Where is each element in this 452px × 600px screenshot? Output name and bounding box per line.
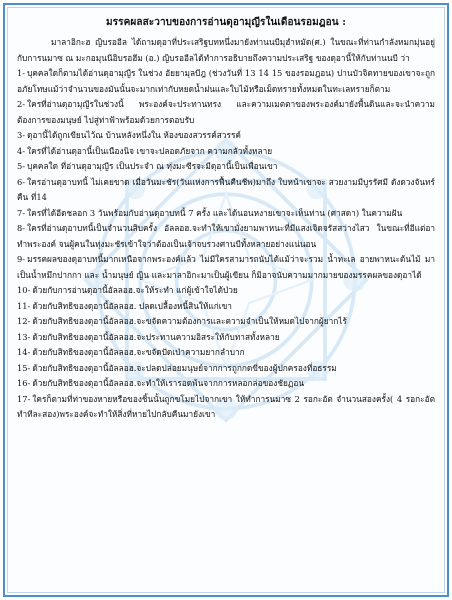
- list-item-text: ใครที่อ่านดุอามุญีรในช่วงนี้ พระองค์จะประทานทรง และความเมตตาของพระองค์มายังพื้นดินและจะนำความต้องการของมนุษย์ ไปสู่ท่าฟ้าพร้อมด้วยการตอบรับ: [17, 99, 435, 125]
- list-item-text: ด้วยกับสิทธิของดุอานี้อัลลอฮ.จะขจัดปัดเป่าความยากลำบาก: [32, 347, 245, 357]
- list-item-text: บุคคลใด ที่อ่านดุอามุญีร เป็นประจำ ณ ทุ่งมะซีรจะมีดุอานี้เป็นเพื่อนเขา: [27, 161, 278, 171]
- list-item: [17, 283, 435, 299]
- list-item: [17, 128, 435, 144]
- list-item-number: 12-: [17, 316, 31, 326]
- list-item-number: 10-: [17, 285, 31, 295]
- list-item: [17, 66, 435, 97]
- list-item-number: 9-: [17, 254, 26, 264]
- list-item-text: ดุอานี้ได้ถูกเขียนไว้ณ บ้านหลังหนึ่งใน ห้องของสวรรค์สวรรค์: [27, 130, 241, 140]
- list-item: [17, 392, 435, 423]
- list-item: [17, 97, 435, 128]
- list-item-text: ด้วยกับสิทธิของดุอานี้อัลลอฮ.จะปลดปล่อยมนุษย์จากการถูกกดขี่ของผู้ปกครองที่อธรรม: [32, 362, 337, 373]
- list-item: [17, 252, 435, 283]
- list-item: [17, 345, 435, 361]
- list-item: [17, 175, 435, 206]
- list-item-text: บุคคลใดก็ตามได้อ่านดุอามุญีร ในช่วง อัยยามุลบีฎ (ช่วงวันที่ 13 14 15 ของรอมฎอน) ปานบัวจิตทายของเขาจะถูกอภัยโทษแม้ว่าจำนวนของมันนั้นจะมากเท่ากับหยดน้ำฝนและใบไม้หรือเม็ดทรายทั้งหมดในทะเลทรายก็ตาม: [17, 68, 435, 94]
- list-item-number: 3-: [17, 130, 26, 140]
- list-item-text: มรรคผลของดุอาบทนี้มากเหนือจากพระองค์แล้ว ไม่มีใครสามารถนับได้แม้ว่าจะรวม น้ำทะเล อายพาหนะต้นไม้ มาเป็นน้ำหมึกปากกา และ น้ำมนุษย์ ญิน และมาลาอิกะมาเป็นผู้เขียน ก็มิอาจนับความมากมายของมรรคผลของดุอาได้: [17, 254, 435, 280]
- list-item-number: 6-: [17, 176, 26, 187]
- list-item-number: 17-: [17, 393, 31, 404]
- list-item-text: ด้วยกับสิทธิของดุอานี้อัลลอฮ. ปลดเปลื้องหนี้สินให้แก่เขา: [32, 300, 232, 311]
- list-item: [17, 314, 435, 330]
- list-item-number: 11-: [17, 300, 31, 311]
- document-frame: [3, 3, 449, 597]
- list-item: [17, 361, 435, 377]
- list-item: [17, 376, 435, 392]
- list-item-number: 14-: [17, 347, 31, 357]
- list-item-text: ด้วยกับการอ่านดุอานี้อัลลอฮ.จะให้ระทำ แก่ผู้เข้าใจได้ป่วย: [32, 285, 238, 295]
- list-item-number: 7-: [17, 207, 26, 218]
- list-item: [17, 299, 435, 315]
- list-item-text: ด้วยกับสิทธิของดุอานี้อัลลอฮ.จะทำให้เรารอดพ้นจากการหลอกล่อของชัยฏอน: [32, 378, 305, 388]
- list-item-text: ใครที่อ่านดุอาบทนี้เป็นจำนวนสิบครั้ง อัลลอฮ.จะทำให้เขามั่งยามพาหนะที่มีแสงเจิดจรัสสว่างไสว ในขณะที่อีแต่อาทำพระองค์ จนผู้คนในทุ่งมะชัรเข้าใจว่าต้องเป็นเจ้าจบรวงศานบีทั้งหลายอย่างแน่นอน: [17, 223, 435, 249]
- list-item: [17, 159, 435, 175]
- list-item-text: ใครก็ตามที่ท่าของหายหรือของชิ้นนั้นถูกขโมยไปจากเขา ให้ทำการนมาซ 2 รอกะอัต จำนวนสองครั้ง( 4 รอกะอัต ทำทีละสอง)พระองค์จะทำให้สิ่งที่หายไปกลับคืนมายังเขา: [17, 393, 435, 419]
- document-content: [5, 5, 447, 429]
- list-item: [17, 206, 435, 222]
- list-item-text: ใครอ่านดุอาบทนี้ ไม่เคยขาด เมื่อวันมะชัร(วันแห่งการฟื้นคืนชีพ)มาถึง ใบหน้าเขาจะ สวยงามมีบูรรัศมี ดังดวงจันทร์ คืน ที่14: [17, 176, 435, 202]
- list-item-number: 1-: [17, 68, 26, 78]
- intro-paragraph: มาลาอิกะฮ ญิบรออีล ได้ถามดุอาที่ประเสริฐบทหนึ่งมายังท่านนบีมุฮำหมัด(ศ.) ในขณะที่ท่านกำลังหมกมุ่นอยู่กับการนมาซ ณ มะกอมุนนีอิบรอฮีม (อ.) ญิบรออีลได้ทำการอธิบายถึงความประเสริฐ ของดุอานี้ให้กับท่านนบี ว่า: [17, 37, 435, 63]
- list-item-number: 5-: [17, 161, 26, 171]
- list-item-number: 15-: [17, 362, 31, 373]
- list-item-text: ด้วยกับสิทธิของดุอานี้อัลลอฮ.จะประทานความอิสระให้กับทาสทั้งหลาย: [32, 331, 280, 342]
- list-item-text: ใครที่ได้อ่านดุอานี้เป็นเนืองนิจ เขาจะปลอดภัยจาก ความกลัวทั้งหลาย: [27, 145, 273, 156]
- list-item: [17, 144, 435, 160]
- list-item-number: 8-: [17, 223, 26, 233]
- list-item-number: 16-: [17, 378, 31, 388]
- list-item: [17, 221, 435, 252]
- merits-list: [17, 66, 435, 423]
- list-item-number: 13-: [17, 331, 31, 342]
- list-item: [17, 330, 435, 346]
- list-item-text: ใครที่ได้อีดชลอก 3 วันพร้อมกับอ่านดุอาบทนี้ 7 ครั้ง และได้นอนหงายเขาจะเห็นท่าน (ศาสดา) ในความฝัน: [27, 207, 403, 218]
- list-item-text: ด้วยกับสิทธิของดุอานี้อัลลอฮ.จะขจัดความต้องการและความจำเป็นให้หมดไปจากผู้ยากไร้: [32, 316, 347, 326]
- list-item-number: 2-: [17, 99, 26, 109]
- document-title: มรรคผลสะวาบของการอ่านดุอามุญีรในเดือนรอมฎอน :: [105, 17, 347, 28]
- list-item-number: 4-: [17, 145, 26, 156]
